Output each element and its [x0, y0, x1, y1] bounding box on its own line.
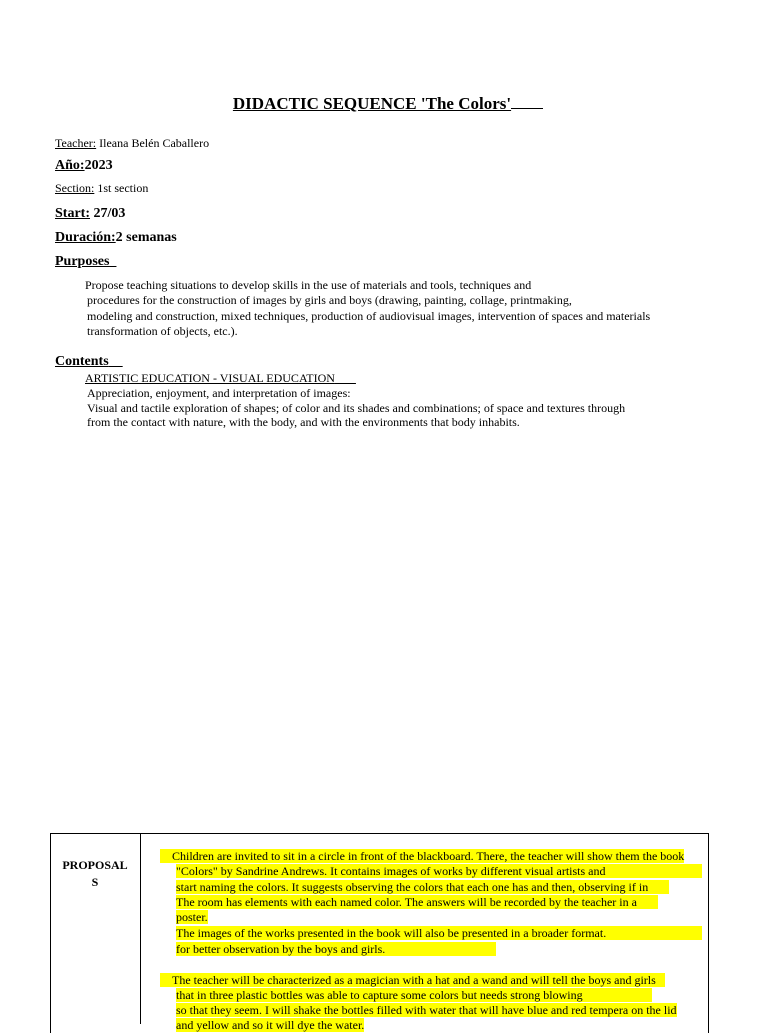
proposal-p2-line-1: The teacher will be characterized as a magician with a hat and a wand and will tell the boys and girls — [160, 973, 665, 988]
purposes-line-1: Propose teaching situations to develop skills in the use of materials and tools, techniques and — [85, 278, 532, 292]
purposes-heading: Purposes — [55, 254, 110, 269]
proposal-p2-line-2: that in three plastic bottles was able to capture some colors but needs strong blowing — [176, 988, 652, 1003]
start-label: Start: — [55, 206, 90, 221]
contents-line-3: from the contact with nature, with the body, and with the environments that body inhabits. — [87, 415, 520, 429]
section-value: 1st section — [94, 181, 149, 195]
section-label: Section: — [55, 181, 95, 195]
year-line — [55, 158, 113, 174]
proposals-label-line2: S — [91, 875, 99, 889]
contents-subheading: ARTISTIC EDUCATION - VISUAL EDUCATION — [85, 371, 335, 385]
document-title — [0, 94, 768, 114]
section-line — [55, 181, 148, 196]
proposal-p1-line-2: "Colors" by Sandrine Andrews. It contains images of works by different visual artists and — [176, 864, 702, 879]
purposes-line-3: modeling and construction, mixed techniques, production of audiovisual images, intervention of spaces and materials — [87, 309, 651, 323]
proposals-label-line1: PROPOSAL — [62, 858, 128, 872]
contents-line-1: Appreciation, enjoyment, and interpretation of images: — [87, 386, 351, 400]
year-label: Año: — [55, 158, 85, 173]
proposal-p1-line-5: poster. — [176, 910, 208, 924]
title-underline-trail — [511, 94, 543, 109]
proposal-p2-line-4: and yellow and so it will dye the water. — [176, 1018, 365, 1032]
start-line — [55, 206, 125, 222]
contents-line-2: Visual and tactile exploration of shapes; of color and its shades and combinations; of space and textures through — [87, 401, 626, 415]
purposes-line-4: transformation of objects, etc.). — [87, 324, 238, 338]
duration-line — [55, 230, 177, 246]
duration-value: 2 semanas — [115, 230, 177, 245]
purposes-line-2: procedures for the construction of images by girls and boys (drawing, painting, collage, printmaking, — [87, 293, 572, 307]
duration-label: Duración: — [55, 230, 116, 245]
proposal-p1-line-3: start naming the colors. It suggests observing the colors that each one has and then, observing if in — [176, 880, 669, 895]
teacher-label: Teacher: — [55, 136, 97, 150]
contents-heading: Contents — [55, 354, 109, 369]
start-value: 27/03 — [90, 206, 126, 221]
year-value: 2023 — [84, 158, 113, 173]
proposal-p1-line-7: for better observation by the boys and girls. — [176, 942, 496, 957]
teacher-name: Ileana Belén Caballero — [96, 136, 210, 150]
proposal-p1-line-4: The room has elements with each named color. The answers will be recorded by the teacher in a — [176, 895, 658, 910]
teacher-line — [55, 136, 209, 151]
title-text: DIDACTIC SEQUENCE 'The Colors' — [232, 94, 512, 113]
proposal-p1-line-6: The images of the works presented in the book will also be presented in a broader format. — [176, 926, 702, 941]
table-column-divider — [140, 833, 141, 1024]
proposal-p1-line-1: Children are invited to sit in a circle in front of the blackboard. There, the teacher will show them the book — [160, 849, 684, 864]
proposal-p2-line-3: so that they seem. I will shake the bottles filled with water that will have blue and red tempera on the lid — [176, 1003, 677, 1017]
